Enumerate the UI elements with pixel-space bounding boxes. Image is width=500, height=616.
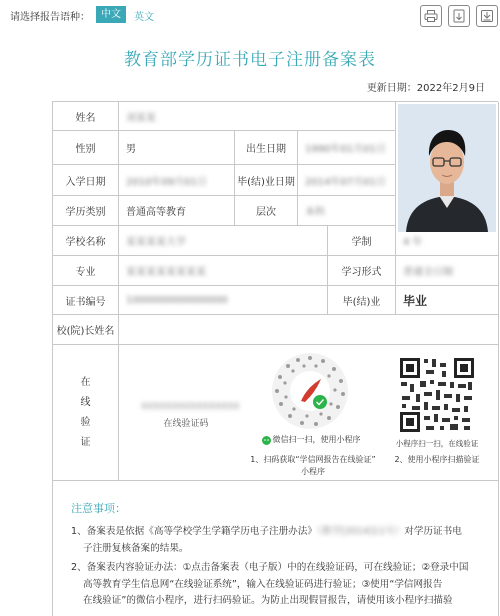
major-value <box>119 256 328 286</box>
miniapp-code <box>271 352 349 430</box>
image-download-icon <box>480 9 494 23</box>
graduation-status-value: 毕业 <box>396 286 499 315</box>
record-table <box>52 101 498 616</box>
verify-step1 <box>233 454 393 478</box>
enroll-date-label: 入学日期 <box>53 165 119 196</box>
language-bar <box>0 0 500 32</box>
certificate-number-value <box>119 286 328 315</box>
major-label: 专业 <box>53 256 119 286</box>
photo-cell <box>396 102 499 226</box>
pdf-icon <box>452 9 466 23</box>
duration-label: 学制 <box>328 226 396 256</box>
notice-item-1 <box>71 524 481 557</box>
study-form-text: 普通全日制 <box>403 267 453 278</box>
update-date: 更新日期：2022年2月9日 <box>366 83 485 94</box>
enroll-date-text: 2010年09月01日 <box>126 176 207 188</box>
notice-item-1-part-d: 子注册复核备案的结果。 <box>83 542 189 554</box>
school-name-value <box>119 226 328 256</box>
notice-title: 注意事项： <box>71 502 126 515</box>
level-text: 本科 <box>305 207 325 218</box>
birth-date-text: 1990年01月01日 <box>305 144 386 155</box>
verify-step1-line1: 1、扫码获取“学信网报告在线验证” <box>250 455 376 464</box>
online-verify-label-char: 线 <box>80 396 91 408</box>
online-verify-label-char: 在 <box>80 376 91 388</box>
verify-step2: 2、使用小程序扫描验证 <box>394 455 480 464</box>
miniapp-caption-row <box>259 434 363 446</box>
study-form-value <box>396 256 499 286</box>
verify-qr-code[interactable] <box>398 356 476 434</box>
graduation-status-label: 毕(结)业 <box>328 286 396 315</box>
duration-value <box>396 226 499 256</box>
language-chinese-button[interactable]: 中文 <box>96 6 126 23</box>
online-verify-label <box>53 345 119 481</box>
graduation-date-value <box>298 165 396 196</box>
certificate-number-text: 1000000000000000 <box>126 294 228 306</box>
miniapp-code-icon <box>271 352 349 430</box>
president-name-value <box>119 315 499 345</box>
verify-code-value[interactable]: XXXXXXXXXXXXXXXX <box>141 402 240 412</box>
notice-item-2-line-a: 2、备案表内容验证办法：①点击备案表（电子版）中的在线验证码，可在线验证；②登录中国 <box>71 562 469 573</box>
major-text: 某某某某某某某某 <box>126 267 206 278</box>
duration-text: 4 年 <box>403 237 423 248</box>
print-button[interactable] <box>420 5 442 27</box>
school-name-label: 学校名称 <box>53 226 119 256</box>
notice-item-1-part-c: 对学历证书电 <box>404 526 462 537</box>
notice-item-1-part-b: （教学[2014]11号） <box>316 526 405 537</box>
page-title: 教育部学历证书电子注册备案表 <box>124 50 376 70</box>
verify-step1-line2: 小程序 <box>301 467 325 476</box>
wechat-icon <box>262 436 271 445</box>
verify-code-caption: 在线验证码 <box>163 419 209 429</box>
download-image-button[interactable] <box>476 5 498 27</box>
print-icon <box>424 9 438 23</box>
notice-item-2-line-b: 高等教育学生信息网“在线验证系统”，输入在线验证码进行验证；③使用“学信网报告 <box>83 578 443 590</box>
education-type-label: 学历类别 <box>53 196 119 226</box>
notice-item-1-part-a: 1、备案表是依据《高等学校学生学籍学历电子注册办法》 <box>71 526 317 537</box>
name-label: 姓名 <box>53 102 119 131</box>
school-name-text: 某某某某大学 <box>126 237 186 248</box>
level-label: 层次 <box>235 196 298 226</box>
notice-item-2-line-c: 在线验证”的微信小程序，进行扫码验证。为防止出现假冒报告，请使用该小程序扫描验 <box>83 595 453 606</box>
education-type-value: 普通高等教育 <box>119 196 235 226</box>
online-verify-label-char: 验 <box>80 416 91 428</box>
study-form-label: 学习形式 <box>328 256 396 286</box>
enroll-date-value <box>119 165 235 196</box>
certificate-number-label: 证书编号 <box>53 286 119 315</box>
online-verify-label-char: 证 <box>80 436 91 448</box>
graduation-date-text: 2014年07月01日 <box>305 176 386 188</box>
gender-label: 性别 <box>53 131 119 165</box>
graduation-date-label: 毕(结)业日期 <box>235 165 298 196</box>
name-text: 刘某某 <box>126 112 156 124</box>
miniapp-caption: 微信扫一扫，使用小程序 <box>272 435 361 444</box>
level-value <box>298 196 396 226</box>
name-value <box>119 102 396 131</box>
language-english-link[interactable]: 英文 <box>134 12 154 23</box>
download-pdf-button[interactable] <box>448 5 470 27</box>
scan-caption: 小程序扫一扫，在线验证 <box>395 439 479 448</box>
gender-value: 男 <box>119 131 235 165</box>
language-label: 请选择报告语种： <box>10 12 90 23</box>
president-name-label: 校(院)长姓名 <box>53 315 119 345</box>
notice-item-2 <box>71 560 481 610</box>
verify-code-block[interactable] <box>141 402 240 429</box>
birth-date-value <box>298 131 396 165</box>
birth-date-label: 出生日期 <box>235 131 298 165</box>
qr-code-icon <box>398 356 476 434</box>
